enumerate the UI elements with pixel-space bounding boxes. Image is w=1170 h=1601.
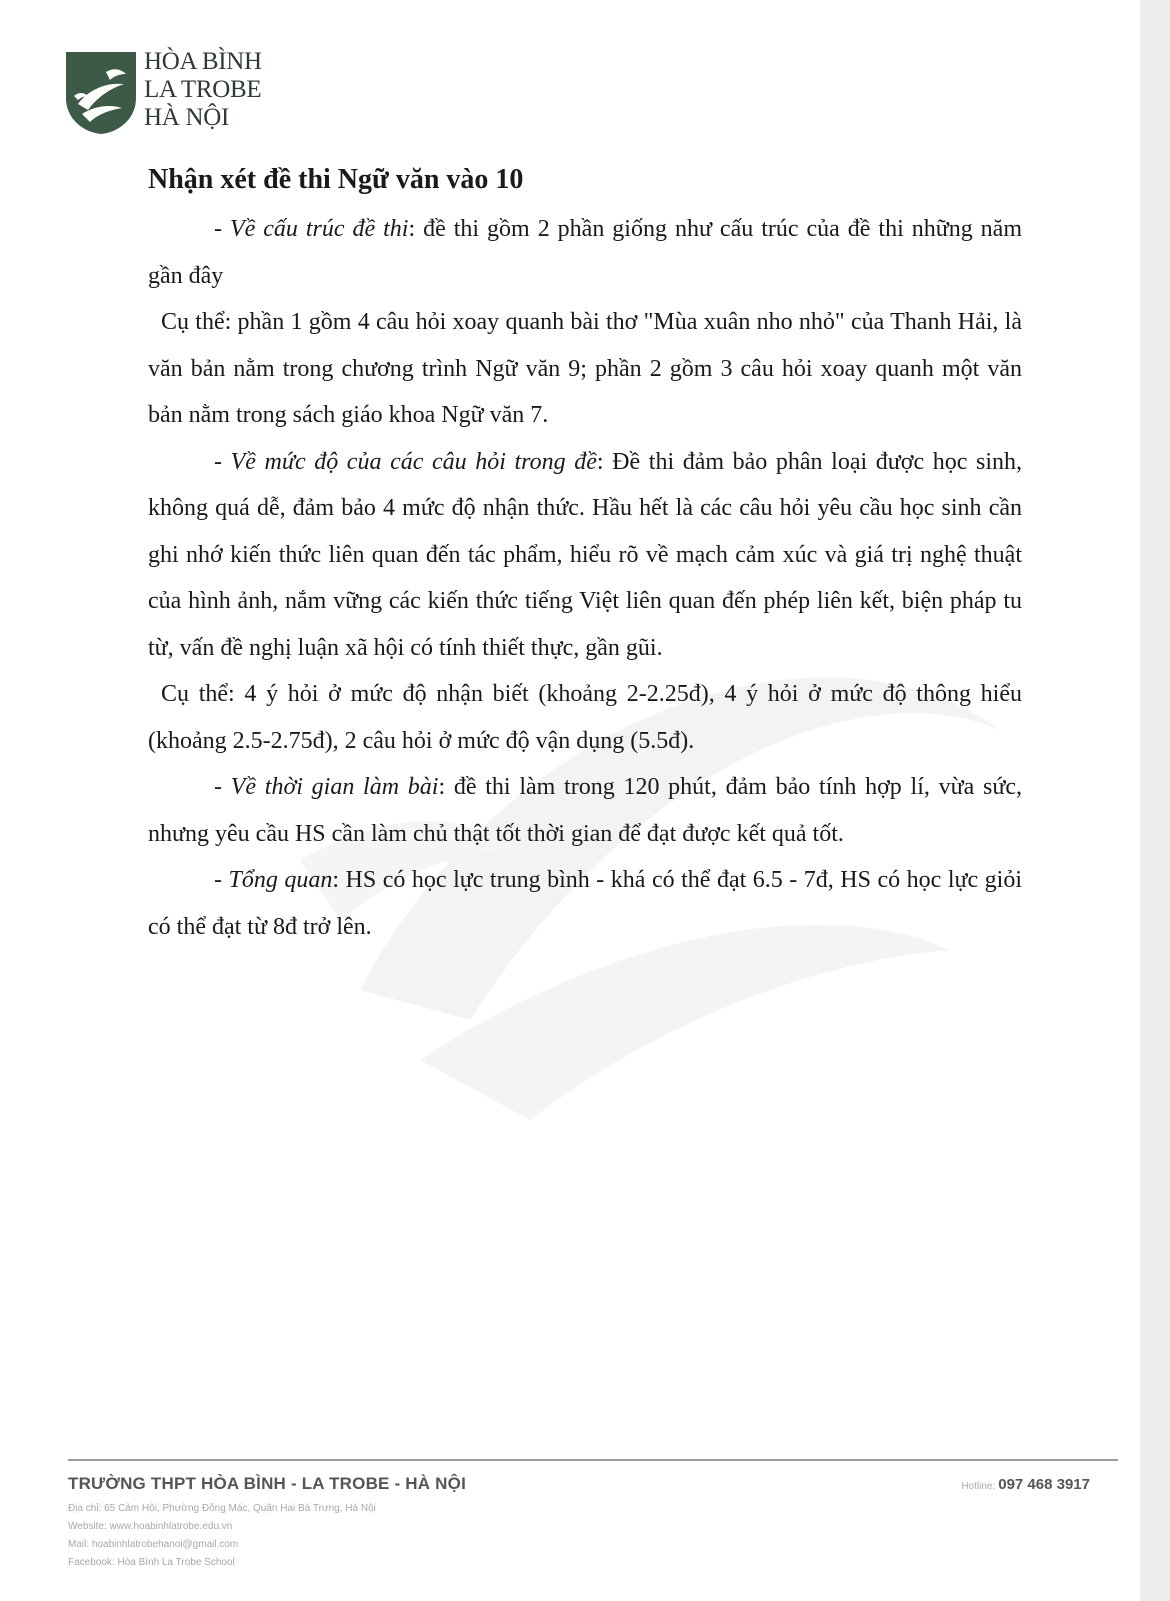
logo-line-2: LA TROBE — [144, 76, 262, 103]
paragraph-text: : đề thi làm trong 120 phút, đảm bảo tính hợp lí, vừa sức, nhưng yêu cầu HS cần làm chủ thật tốt thời gian để đạt được kết quả tốt. — [148, 774, 1022, 847]
paragraph-lead: - Về thời gian làm bài — [214, 774, 439, 800]
hotline-label: Hotline: — [961, 1481, 996, 1492]
footer-address: Địa chỉ: 65 Cảm Hội, Phường Đống Mác, Quận Hai Bà Trưng, Hà Nội — [68, 1503, 376, 1514]
paragraph-lead: - Tổng quan — [214, 867, 333, 893]
paragraph-text: : HS có học lực trung bình - khá có thể đạt 6.5 - 7đ, HS có học lực giỏi có thể đạt từ 8đ trở lên. — [148, 867, 1023, 940]
paragraph-text: Cụ thể: 4 ý hỏi ở mức độ nhận biết (khoảng 2-2.25đ), 4 ý hỏi ở mức độ thông hiểu (khoảng 2.5-2.75đ), 2 câu hỏi ở mức độ vận dụng (5.5đ). — [148, 681, 1022, 754]
hotline-number: 097 468 3917 — [998, 1476, 1090, 1493]
school-logo — [66, 48, 262, 134]
document-body — [148, 160, 1022, 950]
document-title: Nhận xét đề thi Ngữ văn vào 10 — [148, 164, 524, 195]
paragraph-structure — [148, 206, 1022, 299]
logo-wordmark — [144, 48, 262, 132]
paragraph-lead: - Về mức độ của các câu hỏi trong đề — [214, 448, 597, 475]
logo-line-3: HÀ NỘI — [144, 104, 229, 131]
paragraph-difficulty-detail — [148, 671, 1022, 764]
swallow-shield-icon — [66, 52, 136, 134]
paragraph-lead: - Về cấu trúc đề thi — [214, 216, 409, 242]
paragraph-structure-detail — [148, 299, 1022, 439]
footer-facebook: Facebook: Hòa Bình La Trobe School — [68, 1557, 235, 1568]
paragraph-overview — [148, 857, 1022, 950]
footer-hotline — [961, 1476, 1090, 1494]
paragraph-difficulty — [148, 439, 1022, 672]
footer-mail: Mail: hoabinhlatrobehanoi@gmail.com — [68, 1539, 239, 1550]
logo-line-1: HÒA BÌNH — [144, 48, 262, 75]
paragraph-text: : Đề thi đảm bảo phân loại được học sinh, không quá dễ, đảm bảo 4 mức độ nhận thức. Hầu hết là các câu hỏi yêu cầu học sinh cần ghi nhớ kiến thức liên quan đến tác phẩm, hiểu rõ về mạch cảm xúc và giá trị nghệ thuật của hình ảnh, nắm vững các kiến thức tiếng Việt liên quan đến phép liên kết, biện pháp tu từ, vấn đề nghị luận xã hội có tính thiết thực, gần gũi. — [148, 448, 1022, 661]
footer-school-name: TRƯỜNG THPT HÒA BÌNH - LA TROBE - HÀ NỘI — [68, 1474, 466, 1493]
paragraph-text: Cụ thể: phần 1 gồm 4 câu hỏi xoay quanh bài thơ "Mùa xuân nho nhỏ" của Thanh Hải, là văn bản nằm trong chương trình Ngữ văn 9; phần 2 gồm 3 câu hỏi xoay quanh một văn bản nằm trong sách giáo khoa Ngữ văn 7. — [148, 309, 1022, 428]
paragraph-time — [148, 764, 1022, 857]
paragraph-text: : đề thi gồm 2 phần giống như cấu trúc của đề thi những năm gần đây — [148, 216, 1023, 289]
footer-contact-info — [68, 1500, 376, 1572]
footer-divider — [68, 1459, 1118, 1461]
footer-website: Website: www.hoabinhlatrobe.edu.vn — [68, 1521, 233, 1532]
